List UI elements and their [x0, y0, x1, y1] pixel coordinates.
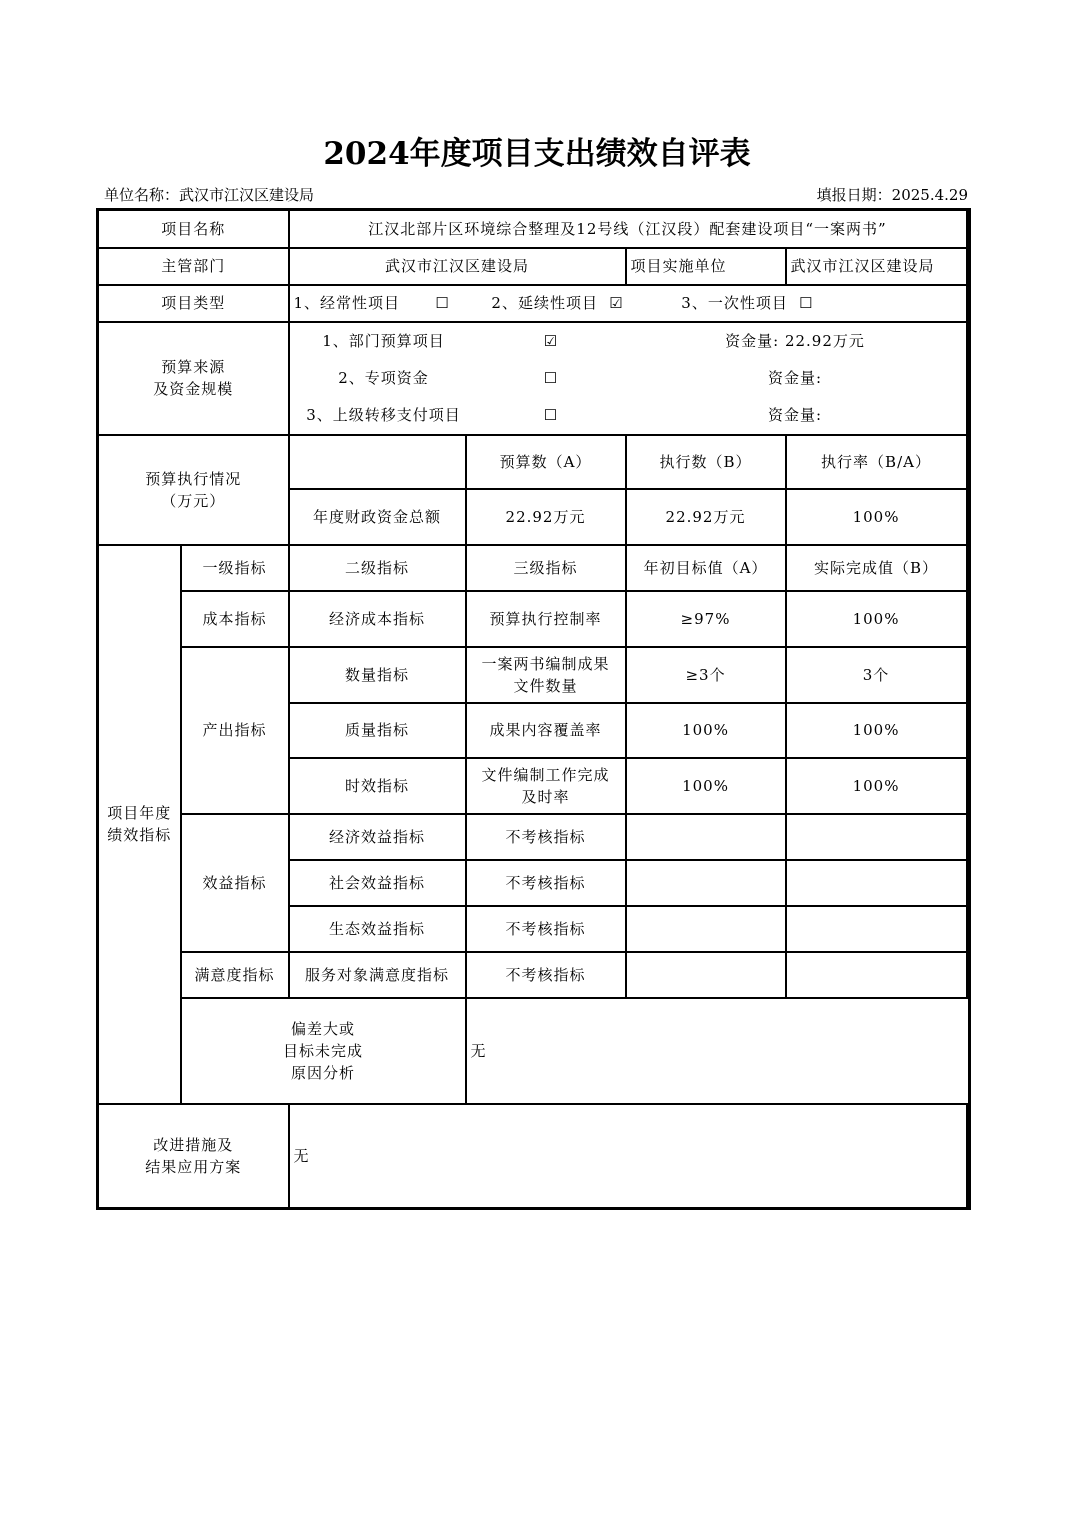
satisfaction-level2: 服务对象满意度指标 — [289, 952, 466, 998]
quality-actual: 100% — [786, 703, 967, 758]
quality-level3: 成果内容覆盖率 — [466, 703, 626, 758]
cost-actual: 100% — [786, 591, 967, 647]
timeliness-target: 100% — [626, 758, 786, 814]
budget-source-item — [294, 323, 962, 360]
table-row — [98, 647, 970, 703]
project-name-row — [98, 210, 970, 248]
unit-name: 单位名称：武汉市江汉区建设局 — [104, 186, 315, 204]
satisfaction-target — [626, 952, 786, 998]
exec-rate-value: 100% — [786, 489, 967, 545]
annual-total-label: 年度财政资金总额 — [289, 489, 466, 545]
execution-label — [98, 435, 289, 545]
budget-source-label — [98, 322, 289, 435]
execution-header-row — [98, 435, 970, 489]
exec-b-value: 22.92万元 — [626, 489, 786, 545]
dept-value: 武汉市江汉区建设局 — [289, 248, 626, 285]
indicator-section-line1: 项目年度 — [107, 804, 172, 822]
timeliness-level2: 时效指标 — [289, 758, 466, 814]
header-target: 年初目标值（A） — [626, 545, 786, 591]
social-target — [626, 860, 786, 906]
type-option-2: 2、延续性项目 — [491, 294, 598, 312]
project-name-value: 江汉北部片区环境综合整理及12号线（江汉段）配套建设项目“一案两书” — [289, 210, 967, 248]
source-amount: 资金量: — [767, 406, 823, 424]
improvement-value: 无 — [289, 1104, 967, 1209]
source-checkbox: ☐ — [543, 406, 559, 424]
deviation-label-line1: 偏差大或 — [291, 1019, 356, 1038]
quantity-actual: 3个 — [786, 647, 967, 703]
deviation-value: 无 — [466, 998, 970, 1104]
source-name: 3、上级转移支付项目 — [306, 406, 461, 424]
social-level3: 不考核指标 — [466, 860, 626, 906]
fill-date: 填报日期：2025.4.29 — [816, 186, 968, 204]
source-name: 2、专项资金 — [338, 369, 429, 387]
source-checkbox: ☑ — [543, 332, 559, 350]
header-level3: 三级指标 — [466, 545, 626, 591]
project-type-label: 项目类型 — [98, 285, 289, 322]
quantity-level2: 数量指标 — [289, 647, 466, 703]
cost-target: ≥97% — [626, 591, 786, 647]
budget-source-label-line2: 及资金规模 — [153, 380, 234, 398]
budget-a-value: 22.92万元 — [466, 489, 626, 545]
timeliness-level3-line1: 文件编制工作完成 — [481, 765, 610, 784]
department-row — [98, 248, 970, 285]
quantity-level3-line1: 一案两书编制成果 — [481, 654, 610, 673]
project-type-row — [98, 285, 970, 322]
budget-source-list — [289, 322, 967, 435]
improvement-row — [98, 1104, 970, 1209]
output-indicator-label: 产出指标 — [181, 647, 289, 814]
indicator-header-row — [98, 545, 970, 591]
economic-actual — [786, 814, 967, 860]
quantity-level3-line2: 文件数量 — [513, 676, 578, 695]
budget-source-row — [98, 322, 970, 435]
timeliness-actual: 100% — [786, 758, 967, 814]
quality-level2: 质量指标 — [289, 703, 466, 758]
self-evaluation-table — [96, 208, 971, 1210]
source-amount: 资金量: — [767, 369, 823, 387]
budget-source-item — [294, 397, 962, 434]
social-level2: 社会效益指标 — [289, 860, 466, 906]
benefit-indicator-label: 效益指标 — [181, 814, 289, 952]
economic-level2: 经济效益指标 — [289, 814, 466, 860]
deviation-label-line3: 原因分析 — [291, 1063, 356, 1082]
source-name: 1、部门预算项目 — [322, 332, 445, 350]
source-amount: 资金量: 22.92万元 — [725, 332, 865, 350]
type-checkbox-3: ☐ — [799, 294, 814, 312]
quality-target: 100% — [626, 703, 786, 758]
header-level1: 一级指标 — [181, 545, 289, 591]
economic-level3: 不考核指标 — [466, 814, 626, 860]
table-row — [98, 952, 970, 998]
type-option-1: 1、经常性项目 — [293, 294, 401, 312]
type-checkbox-2: ☑ — [609, 294, 624, 312]
timeliness-level3-line2: 及时率 — [521, 787, 570, 806]
budget-source-label-line1: 预算来源 — [161, 358, 226, 376]
type-checkbox-1: ☐ — [435, 294, 450, 312]
cost-indicator-label: 成本指标 — [181, 591, 289, 647]
col-budget-a: 预算数（A） — [466, 435, 626, 489]
cost-level2: 经济成本指标 — [289, 591, 466, 647]
source-checkbox: ☐ — [543, 369, 559, 387]
page-title: 2024年度项目支出绩效自评表 — [323, 136, 751, 172]
impl-unit-label: 项目实施单位 — [626, 248, 786, 285]
deviation-row — [98, 998, 970, 1104]
economic-target — [626, 814, 786, 860]
quantity-level3 — [466, 647, 626, 703]
satisfaction-indicator-label: 满意度指标 — [181, 952, 289, 998]
header-level2: 二级指标 — [289, 545, 466, 591]
ecological-actual — [786, 906, 967, 952]
ecological-level3: 不考核指标 — [466, 906, 626, 952]
project-type-options — [289, 285, 967, 322]
col-exec-rate: 执行率（B/A） — [786, 435, 967, 489]
budget-source-item — [294, 360, 962, 397]
improvement-label-line2: 结果应用方案 — [145, 1157, 242, 1176]
ecological-level2: 生态效益指标 — [289, 906, 466, 952]
improvement-label — [98, 1104, 289, 1209]
project-name-label: 项目名称 — [98, 210, 289, 248]
table-row — [98, 814, 970, 860]
col-exec-b: 执行数（B） — [626, 435, 786, 489]
type-option-3: 3、一次性项目 — [681, 294, 788, 312]
satisfaction-actual — [786, 952, 967, 998]
satisfaction-level3: 不考核指标 — [466, 952, 626, 998]
indicator-section-line2: 绩效指标 — [107, 826, 172, 844]
execution-blank — [289, 435, 466, 489]
execution-label-line2: （万元） — [161, 491, 226, 510]
deviation-label-line2: 目标未完成 — [283, 1041, 364, 1060]
improvement-label-line1: 改进措施及 — [153, 1135, 234, 1154]
social-actual — [786, 860, 967, 906]
impl-unit-value: 武汉市江汉区建设局 — [786, 248, 967, 285]
deviation-label — [181, 998, 466, 1104]
quantity-target: ≥3个 — [626, 647, 786, 703]
execution-label-line1: 预算执行情况 — [145, 469, 242, 488]
cost-level3: 预算执行控制率 — [466, 591, 626, 647]
indicator-section-label — [98, 545, 181, 1104]
dept-label: 主管部门 — [98, 248, 289, 285]
header-actual: 实际完成值（B） — [786, 545, 967, 591]
table-row — [98, 591, 970, 647]
ecological-target — [626, 906, 786, 952]
timeliness-level3 — [466, 758, 626, 814]
